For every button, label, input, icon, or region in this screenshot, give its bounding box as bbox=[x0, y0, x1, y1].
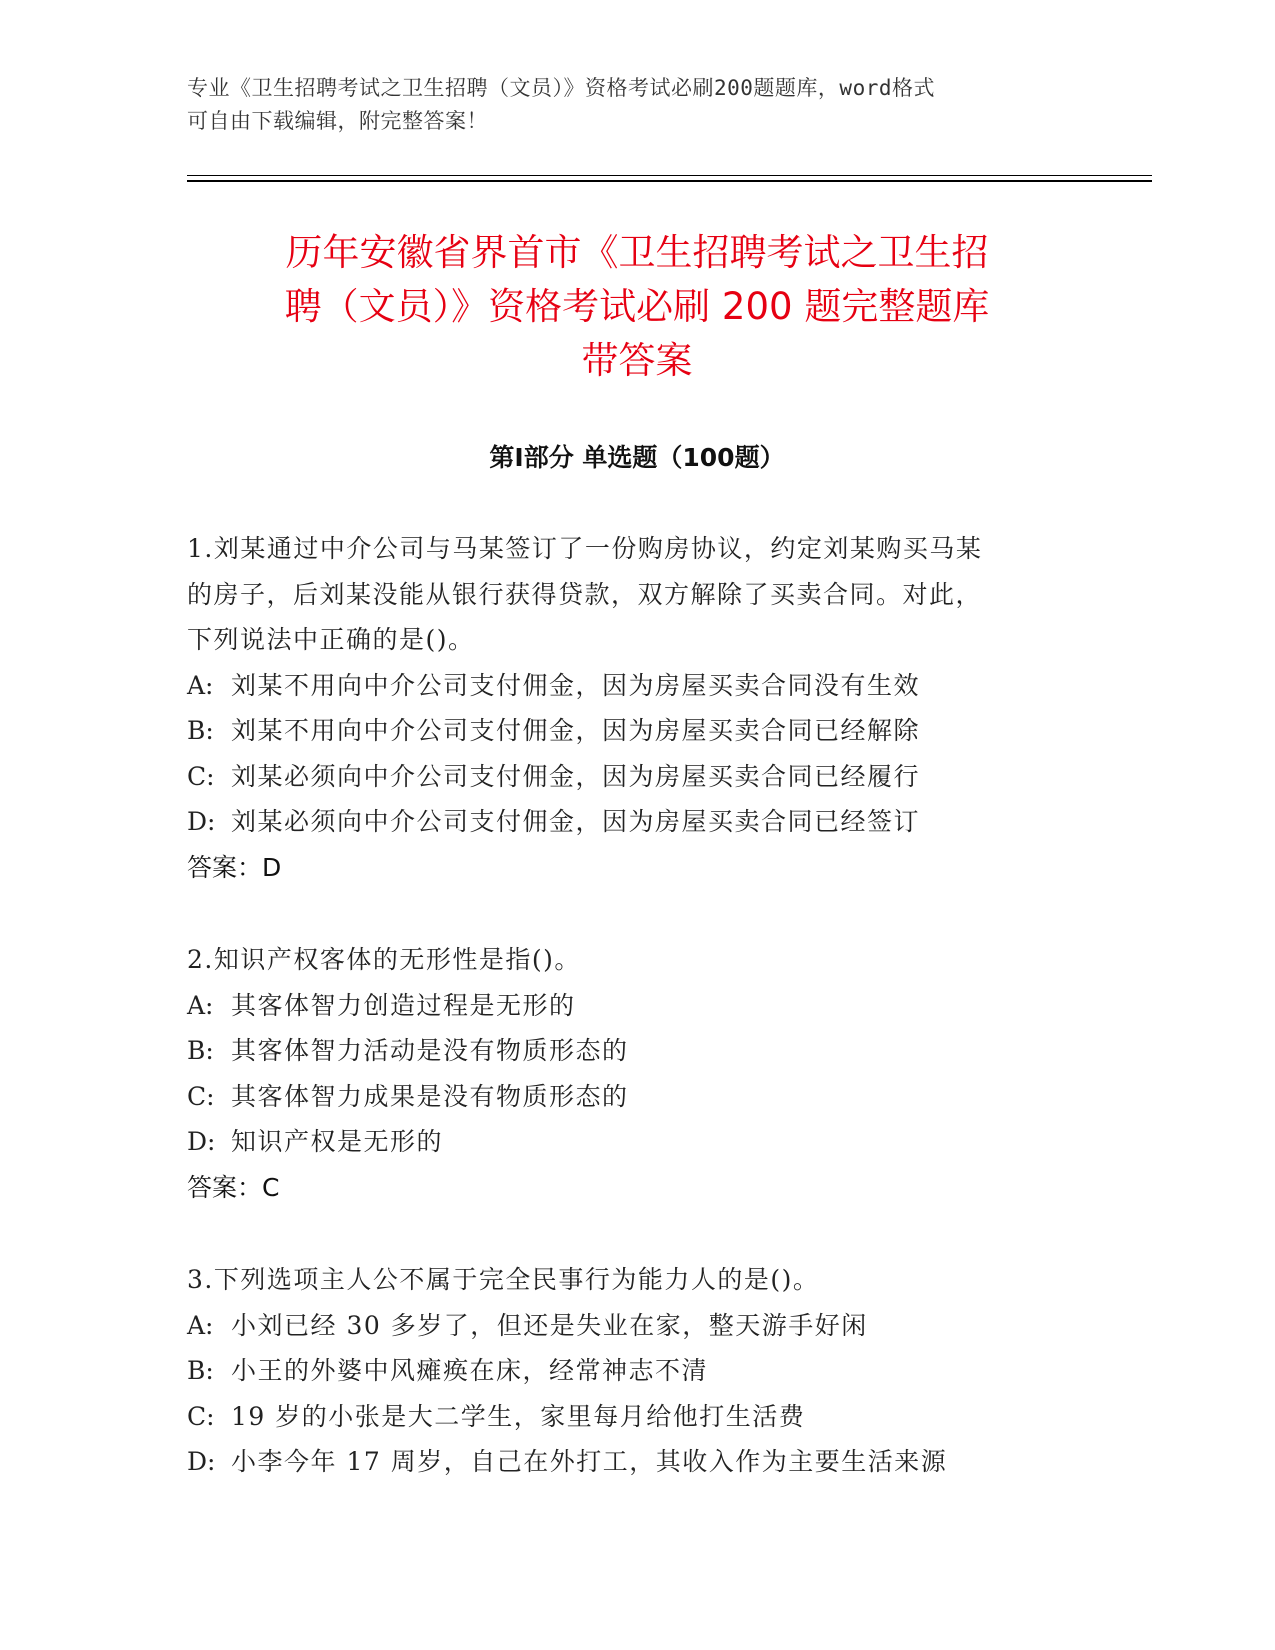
question-stem-line: 3.下列选项主人公不属于完全民事行为能力人的是()。 bbox=[187, 1265, 820, 1294]
question-stem-line: 2.知识产权客体的无形性是指()。 bbox=[187, 945, 581, 974]
header-divider-thick bbox=[187, 180, 1152, 182]
answer-line: 答案：D bbox=[187, 852, 282, 882]
option-c bbox=[187, 1394, 1087, 1440]
option-b bbox=[187, 708, 1087, 754]
option-key: B: bbox=[187, 1356, 214, 1385]
option-key: A: bbox=[187, 1310, 214, 1340]
header-note bbox=[187, 72, 1067, 138]
option-d bbox=[187, 1119, 1087, 1165]
question-item bbox=[187, 1257, 1087, 1485]
option-text: 刘某不用向中介公司支付佣金，因为房屋买卖合同没有生效 bbox=[231, 670, 921, 700]
option-text: 刘某不用向中介公司支付佣金，因为房屋买卖合同已经解除 bbox=[231, 716, 921, 745]
question-stem-line: 下列说法中正确的是()。 bbox=[187, 625, 475, 654]
option-text: 19 岁的小张是大二学生，家里每月给他打生活费 bbox=[231, 1401, 806, 1431]
option-key: C: bbox=[187, 1081, 215, 1111]
option-key: A: bbox=[187, 990, 214, 1020]
option-text: 小李今年 17 周岁，自己在外打工，其收入作为主要生活来源 bbox=[231, 1447, 948, 1476]
option-text: 知识产权是无形的 bbox=[231, 1127, 444, 1156]
title-line: 带答案 bbox=[581, 339, 693, 382]
option-text: 刘某必须向中介公司支付佣金，因为房屋买卖合同已经履行 bbox=[231, 761, 921, 791]
title-line: 历年安徽省界首市《卫生招聘考试之卫生招 bbox=[285, 231, 989, 274]
option-d bbox=[187, 1439, 1087, 1485]
option-key: C: bbox=[187, 1401, 215, 1431]
header-divider-thin bbox=[187, 175, 1152, 176]
option-key: D: bbox=[187, 1447, 216, 1476]
header-note-line: 专业《卫生招聘考试之卫生招聘（文员）》资格考试必刷200题题库，word格式 bbox=[187, 76, 935, 100]
option-b bbox=[187, 1348, 1087, 1394]
option-a bbox=[187, 1303, 1087, 1349]
option-c bbox=[187, 1074, 1087, 1120]
option-d bbox=[187, 799, 1087, 845]
question-list bbox=[187, 526, 1087, 1532]
section-heading: 第Ⅰ部分 单选题（100题） bbox=[489, 443, 785, 472]
title-line: 聘（文员）》资格考试必刷 200 题完整题库 bbox=[284, 285, 990, 328]
question-item bbox=[187, 937, 1087, 1210]
option-key: B: bbox=[187, 716, 214, 745]
option-text: 刘某必须向中介公司支付佣金，因为房屋买卖合同已经签订 bbox=[231, 807, 921, 836]
option-text: 小刘已经 30 多岁了，但还是失业在家，整天游手好闲 bbox=[231, 1310, 868, 1340]
option-key: B: bbox=[187, 1036, 214, 1065]
option-text: 小王的外婆中风瘫痪在床，经常神志不清 bbox=[231, 1356, 709, 1385]
option-text: 其客体智力活动是没有物质形态的 bbox=[231, 1036, 629, 1065]
answer-line: 答案：C bbox=[187, 1172, 280, 1202]
question-item bbox=[187, 526, 1087, 890]
header-note-line: 可自由下载编辑，附完整答案！ bbox=[187, 109, 488, 133]
option-text: 其客体智力创造过程是无形的 bbox=[231, 990, 576, 1020]
question-stem-line: 1.刘某通过中介公司与马某签订了一份购房协议，约定刘某购买马某 bbox=[187, 534, 983, 563]
option-c bbox=[187, 754, 1087, 800]
option-key: D: bbox=[187, 807, 216, 836]
option-a bbox=[187, 663, 1087, 709]
option-text: 其客体智力成果是没有物质形态的 bbox=[231, 1081, 629, 1111]
option-b bbox=[187, 1028, 1087, 1074]
option-a bbox=[187, 983, 1087, 1029]
question-stem-line: 的房子，后刘某没能从银行获得贷款，双方解除了买卖合同。对此， bbox=[187, 579, 983, 609]
option-key: D: bbox=[187, 1127, 216, 1156]
document-title bbox=[187, 226, 1087, 388]
option-key: C: bbox=[187, 761, 215, 791]
option-key: A: bbox=[187, 670, 214, 700]
